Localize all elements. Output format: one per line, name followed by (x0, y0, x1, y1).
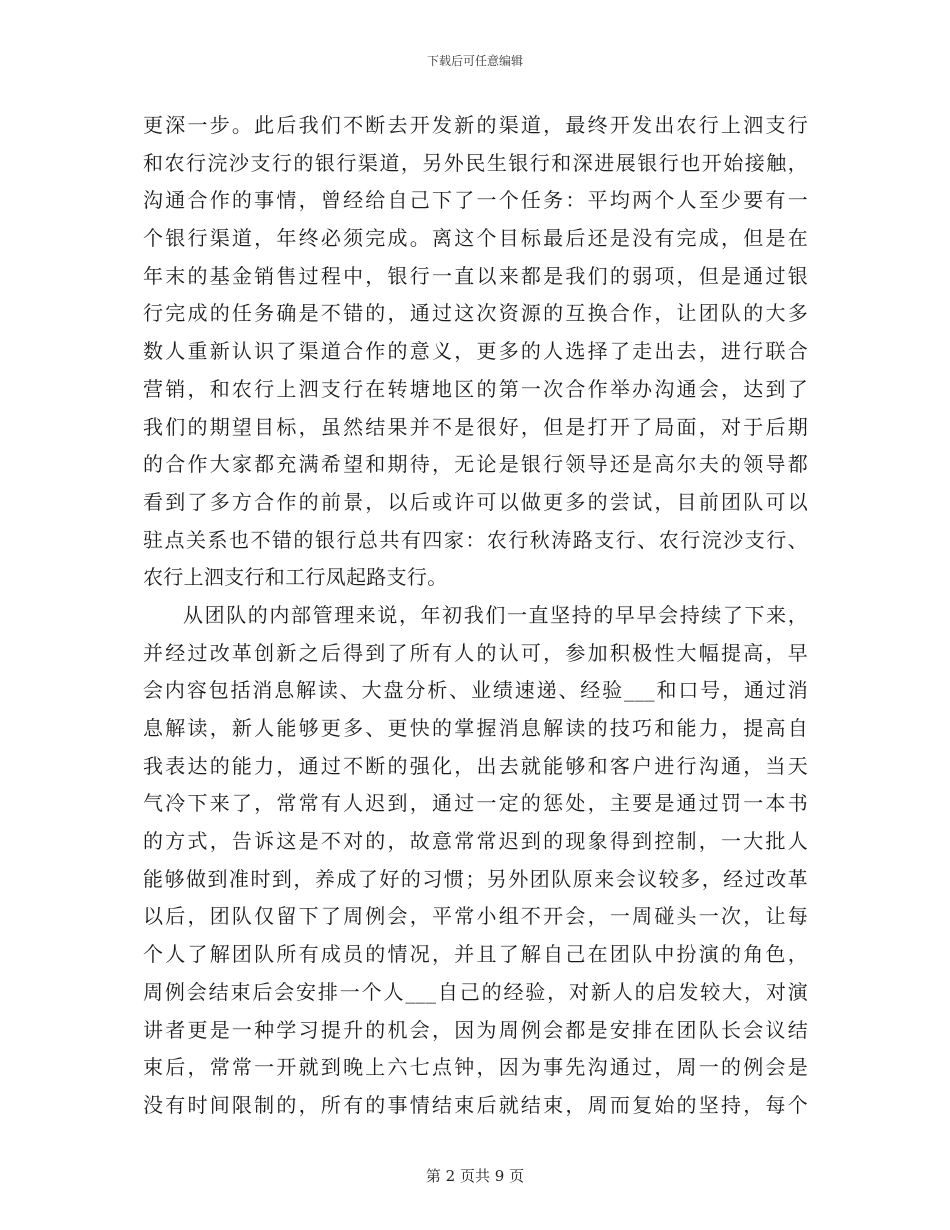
text-line: 讲者更是一种学习提升的机会，因为周例会都是安排在团队长会议结 (143, 1017, 808, 1042)
text-line: 周例会结束后会安排一个人___自己的经验，对新人的启发较大，对演 (143, 979, 808, 1004)
text-line: 从团队的内部管理来说，年初我们一直坚持的早早会持续了下来， (183, 602, 808, 627)
text-line: 并经过改革创新之后得到了所有人的认可，参加积极性大幅提高，早 (143, 640, 808, 665)
text-line: 看到了多方合作的前景，以后或许可以做更多的尝试，目前团队可以 (143, 489, 808, 514)
text-line: 个人了解团队所有成员的情况，并且了解自己在团队中扮演的角色， (143, 942, 808, 967)
text-line: 的方式，告诉这是不对的，故意常常迟到的现象得到控制，一大批人 (143, 829, 808, 854)
text-line: 束后，常常一开就到晚上六七点钟，因为事先沟通过，周一的例会是 (143, 1055, 808, 1080)
text-line: 和农行浣沙支行的银行渠道，另外民生银行和深进展银行也开始接触， (143, 150, 808, 175)
document-body (143, 107, 808, 1125)
text-line: 以后，团队仅留下了周例会，平常小组不开会，一周碰头一次，让每 (143, 904, 808, 929)
text-line: 年末的基金销售过程中，银行一直以来都是我们的弱项，但是通过银 (143, 263, 808, 288)
text-line: 驻点关系也不错的银行总共有四家：农行秋涛路支行、农行浣沙支行、 (143, 527, 808, 552)
text-line: 农行上泗支行和工行凤起路支行。 (143, 565, 448, 590)
text-line: 我们的期望目标，虽然结果并不是很好，但是打开了局面，对于后期 (143, 414, 808, 439)
text-line: 会内容包括消息解读、大盘分析、业绩速递、经验___和口号，通过消 (143, 678, 808, 703)
text-line: 我表达的能力，通过不断的强化，出去就能够和客户进行沟通，当天 (143, 753, 808, 778)
page-number: 第 2 页共 9 页 (425, 1167, 525, 1185)
text-line: 更深一步。此后我们不断去开发新的渠道，最终开发出农行上泗支行 (143, 113, 808, 137)
paragraph-1 (143, 107, 808, 597)
page-header: 下载后可任意编辑 (426, 54, 523, 68)
text-line: 息解读，新人能够更多、更快的掌握消息解读的技巧和能力，提高自 (143, 716, 808, 740)
text-line: 行完成的任务确是不错的，通过这次资源的互换合作，让团队的大多 (143, 301, 808, 326)
text-line: 营销，和农行上泗支行在转塘地区的第一次合作举办沟通会，达到了 (143, 376, 808, 401)
paragraph-2 (143, 597, 808, 1125)
text-line: 气冷下来了，常常有人迟到，通过一定的惩处，主要是通过罚一本书 (143, 791, 808, 816)
text-line: 的合作大家都充满希望和期待，无论是银行领导还是高尔夫的领导都 (143, 452, 808, 477)
text-line: 沟通合作的事情，曾经给自己下了一个任务：平均两个人至少要有一 (143, 188, 808, 213)
text-line: 个银行渠道，年终必须完成。离这个目标最后还是没有完成，但是在 (143, 226, 808, 251)
text-line: 没有时间限制的，所有的事情结束后就结束，周而复始的坚持，每个 (143, 1092, 808, 1117)
text-line: 能够做到准时到，养成了好的习惯；另外团队原来会议较多，经过改革 (143, 866, 808, 891)
text-line: 数人重新认识了渠道合作的意义，更多的人选择了走出去，进行联合 (143, 339, 808, 364)
